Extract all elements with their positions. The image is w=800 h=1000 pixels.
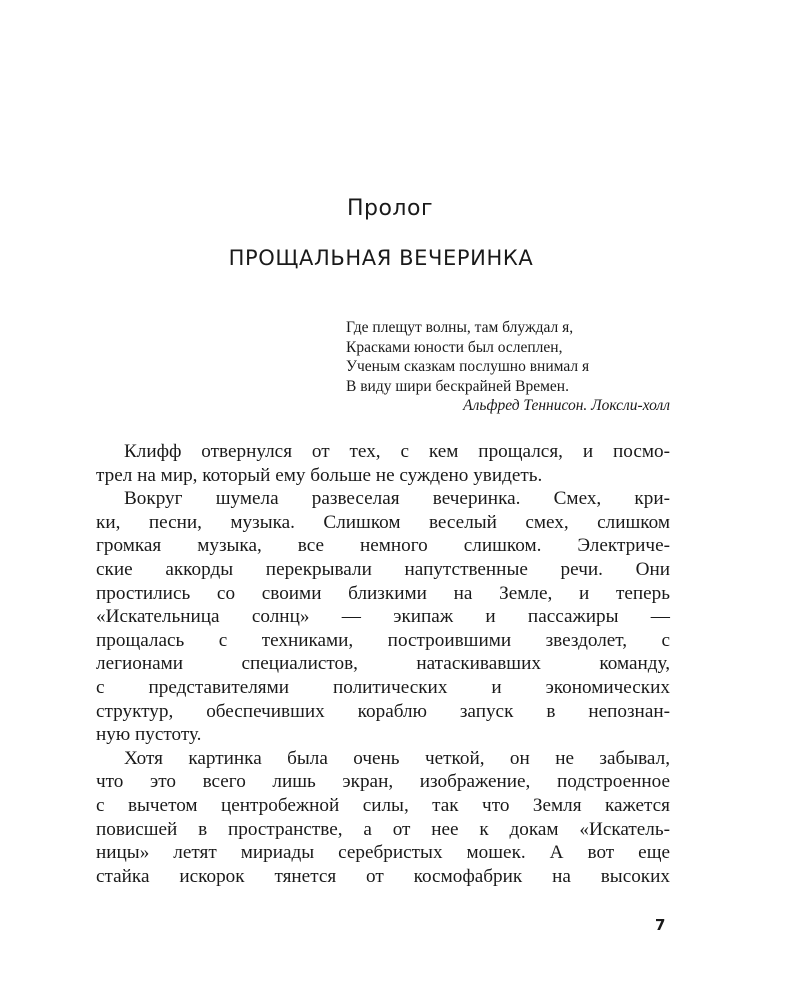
body-line: ницы» летят мириады серебристых мошек. А вот еще [96, 842, 670, 864]
page-number: 7 [655, 916, 666, 934]
epigraph-line: Где плещут волны, там блуждал я, [346, 319, 574, 336]
body-line: с представителями политических и экономических [96, 676, 670, 698]
body-line: Хотя картинка была очень четкой, он не забывал, [124, 747, 670, 769]
body-line: прощалась с техниками, построившими звездолет, с [96, 629, 670, 651]
epigraph-line: В виду шири бескрайней Времен. [346, 377, 569, 395]
body-line: повисшей в пространстве, а от нее к докам «Искатель- [96, 818, 670, 840]
body-line: с вычетом центробежной силы, так что Земля кажется [96, 794, 670, 816]
epigraph-line: Ученым сказкам послушно внимал я [346, 358, 590, 375]
epigraph-line: Красками юности был ослеплен, [346, 338, 563, 356]
chapter-title: ПРОЩАЛЬНАЯ ВЕЧЕРИНКА [228, 246, 534, 270]
body-line: структур, обеспечивших кораблю запуск в непознан- [96, 700, 670, 722]
body-line: трел на мир, который ему больше не суждено увидеть. [96, 464, 543, 486]
body-line: стайка искорок тянется от космофабрик на высоких [96, 865, 670, 887]
chapter-kicker: Пролог [346, 196, 434, 221]
body-line: громкая музыка, все немного слишком. Электриче- [96, 535, 670, 557]
body-line: «Искательница солнц» — экипаж и пассажиры — [96, 606, 670, 628]
body-line: что это всего лишь экран, изображение, подстроенное [96, 771, 670, 793]
epigraph-attribution: Альфред Теннисон. Локсли-холл [463, 397, 670, 414]
epigraph [346, 318, 676, 416]
body-line: ную пустоту. [96, 724, 202, 746]
body-line: простились со своими близкими на Земле, и теперь [96, 582, 670, 604]
body-line: ские аккорды перекрывали напутственные речи. Они [96, 558, 670, 580]
body-line: Вокруг шумела развеселая вечеринка. Смех, кри- [124, 488, 670, 510]
body-text [96, 440, 670, 888]
body-line: Клифф отвернулся от тех, с кем прощался, и посмо- [124, 441, 670, 462]
body-line: ки, песни, музыка. Слишком веселый смех, слишком [96, 511, 670, 533]
body-line: легионами специалистов, натаскивавших команду, [96, 653, 670, 675]
